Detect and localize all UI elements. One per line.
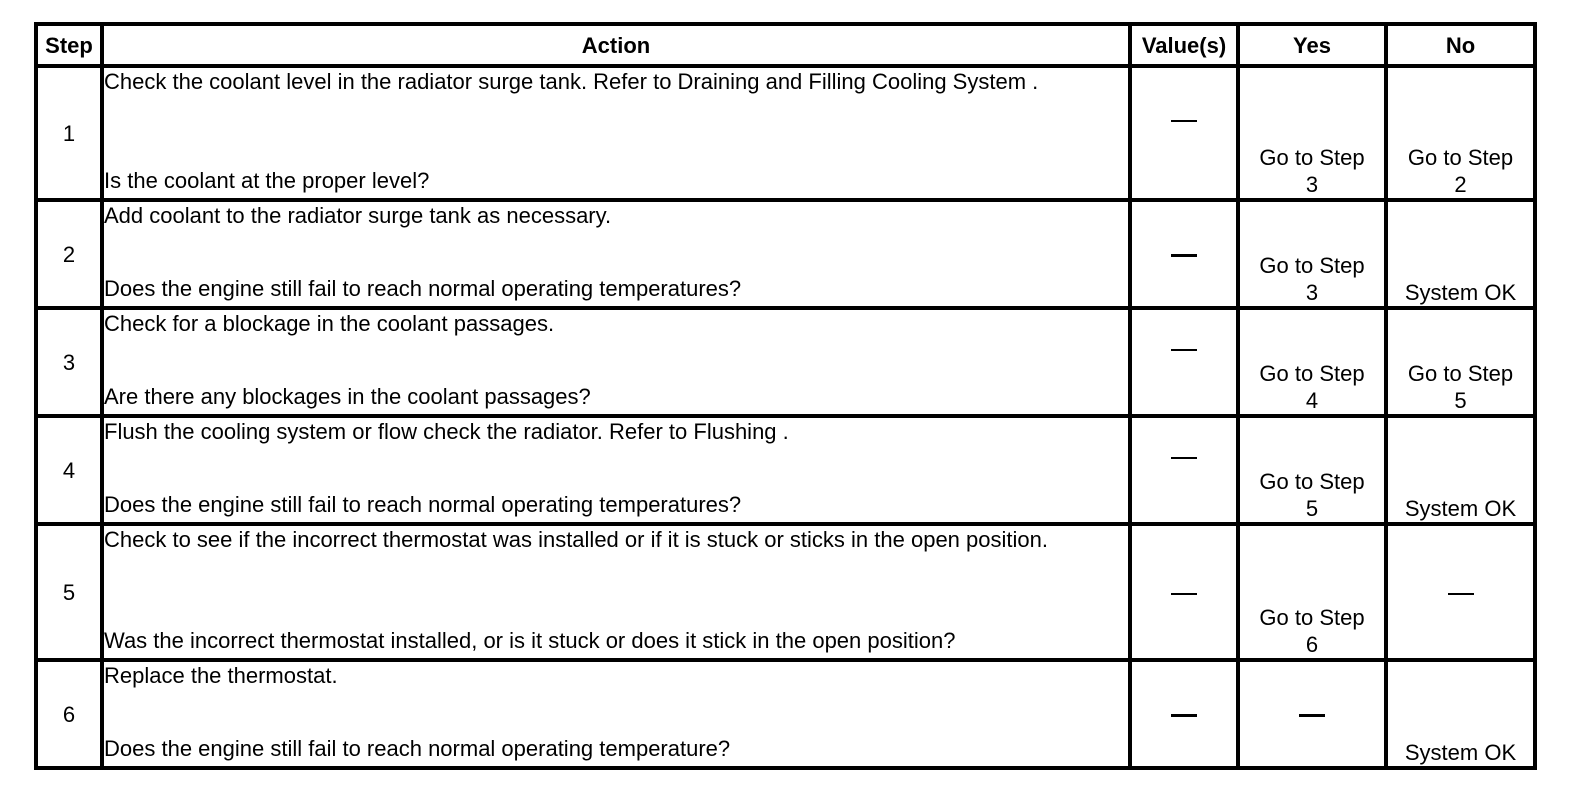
- action-instruction: Add coolant to the radiator surge tank as necessary.: [104, 203, 612, 228]
- value-cell: [1130, 308, 1238, 416]
- no-cell: [1386, 660, 1535, 768]
- table-row: [36, 308, 1535, 416]
- yes-cell: [1238, 66, 1386, 200]
- action-question: Does the engine still fail to reach normal operating temperatures?: [104, 492, 742, 517]
- header-no: No: [1386, 24, 1535, 66]
- header-row: [36, 24, 1535, 66]
- step-number: 1: [36, 66, 102, 200]
- no-cell: [1386, 200, 1535, 308]
- no-cell: [1386, 66, 1535, 200]
- no-cell: [1386, 308, 1535, 416]
- action-cell: [102, 660, 1130, 768]
- yes-cell: [1238, 660, 1386, 768]
- value-cell: [1130, 416, 1238, 524]
- yes-cell: [1238, 200, 1386, 308]
- value-cell: [1130, 524, 1238, 660]
- value-dash: [1171, 593, 1197, 595]
- table-row: [36, 66, 1535, 200]
- no-result[interactable]: System OK: [1404, 280, 1517, 305]
- no-cell: [1386, 524, 1535, 660]
- header-values: Value(s): [1130, 24, 1238, 66]
- value-dash: [1171, 120, 1197, 122]
- value-cell: [1130, 200, 1238, 308]
- yes-cell: [1238, 416, 1386, 524]
- no-result[interactable]: System OK: [1404, 740, 1517, 765]
- table-row: [36, 660, 1535, 768]
- table-row: [36, 200, 1535, 308]
- table-row: [36, 524, 1535, 660]
- action-instruction: Replace the thermostat.: [104, 663, 338, 688]
- action-instruction: Check to see if the incorrect thermostat was installed or if it is stuck or sticks in the open position.: [104, 527, 1048, 552]
- action-question: Are there any blockages in the coolant passages?: [104, 384, 591, 409]
- yes-result[interactable]: Go to Step 3: [1259, 145, 1365, 197]
- yes-dash: [1299, 714, 1325, 717]
- action-question: Does the engine still fail to reach normal operating temperatures?: [104, 276, 742, 301]
- action-cell: [102, 416, 1130, 524]
- no-result[interactable]: System OK: [1404, 496, 1517, 521]
- diagnostic-table: [34, 22, 1537, 770]
- action-cell: [102, 200, 1130, 308]
- action-instruction: Check for a blockage in the coolant passages.: [104, 311, 555, 336]
- value-dash: [1171, 714, 1197, 717]
- action-question: Was the incorrect thermostat installed, or is it stuck or does it stick in the open position?: [104, 628, 956, 653]
- value-dash: [1171, 457, 1197, 459]
- step-number: 2: [36, 200, 102, 308]
- step-number: 6: [36, 660, 102, 768]
- value-cell: [1130, 66, 1238, 200]
- action-cell: [102, 524, 1130, 660]
- value-dash: [1171, 254, 1197, 257]
- value-dash: [1171, 349, 1197, 351]
- header-action: Action: [102, 24, 1130, 66]
- yes-result[interactable]: Go to Step 4: [1259, 361, 1365, 413]
- action-instruction: Check the coolant level in the radiator surge tank. Refer to Draining and Filling Cooling System .: [104, 69, 1039, 94]
- action-question: Is the coolant at the proper level?: [104, 168, 430, 193]
- step-number: 4: [36, 416, 102, 524]
- action-cell: [102, 66, 1130, 200]
- header-step: Step: [36, 24, 102, 66]
- yes-result[interactable]: Go to Step 5: [1259, 469, 1365, 521]
- action-question: Does the engine still fail to reach normal operating temperature?: [104, 736, 731, 761]
- no-cell: [1386, 416, 1535, 524]
- step-number: 3: [36, 308, 102, 416]
- yes-result[interactable]: Go to Step 3: [1259, 253, 1365, 305]
- table-row: [36, 416, 1535, 524]
- step-number: 5: [36, 524, 102, 660]
- yes-cell: [1238, 308, 1386, 416]
- no-dash: [1448, 593, 1474, 595]
- yes-cell: [1238, 524, 1386, 660]
- no-result[interactable]: Go to Step 5: [1407, 361, 1514, 413]
- value-cell: [1130, 660, 1238, 768]
- yes-result[interactable]: Go to Step 6: [1259, 605, 1365, 657]
- action-instruction: Flush the cooling system or flow check the radiator. Refer to Flushing .: [104, 419, 789, 444]
- action-cell: [102, 308, 1130, 416]
- header-yes: Yes: [1238, 24, 1386, 66]
- no-result[interactable]: Go to Step 2: [1407, 145, 1514, 197]
